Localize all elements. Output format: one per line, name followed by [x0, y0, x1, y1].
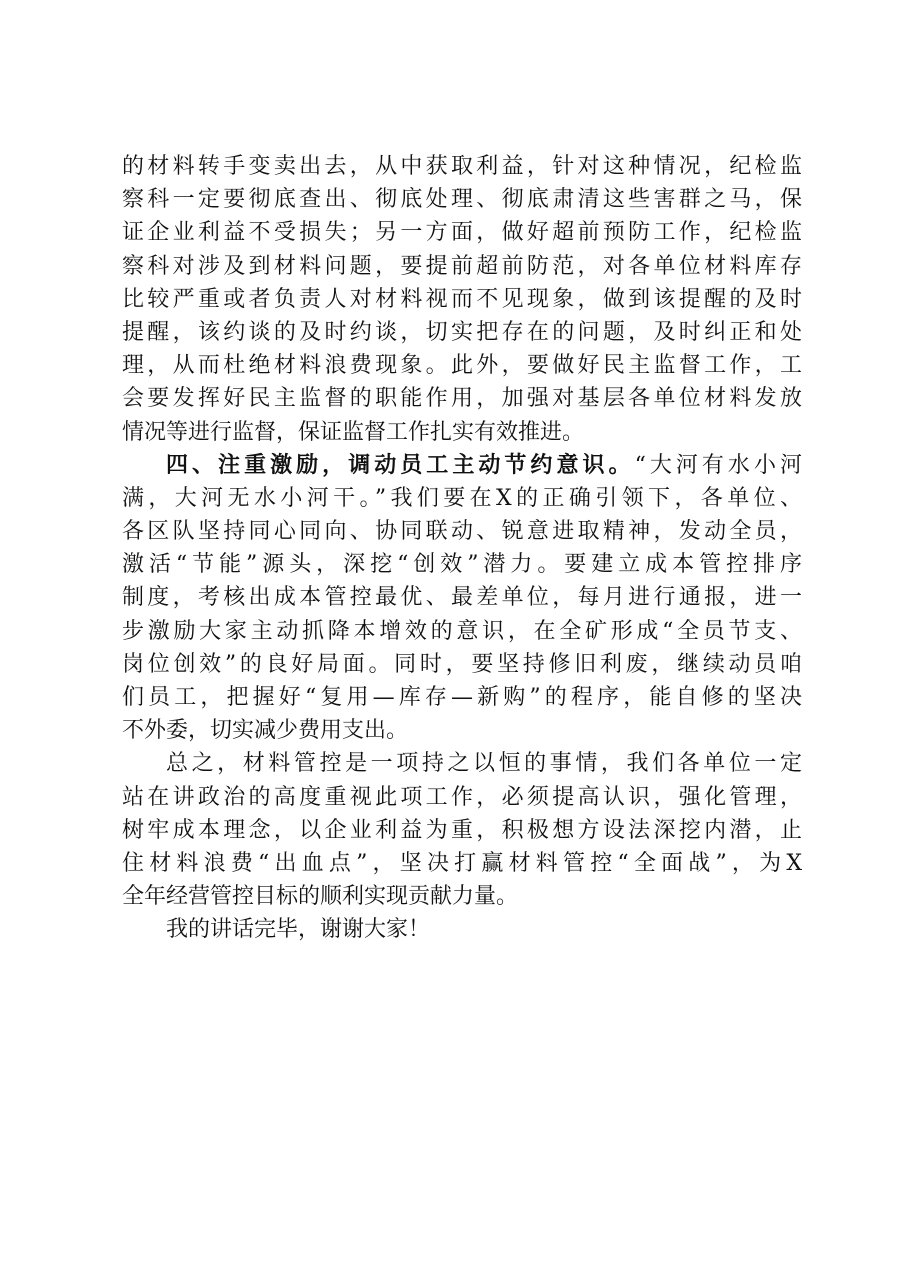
text-line: 的材料转手变卖出去，从中获取利益，针对这种情况，纪检监 — [122, 154, 802, 179]
text-line: 各区队坚持同心同向、协同联动、锐意进取精神，发动全员， — [122, 519, 802, 545]
text-line: 情况等进行监督，保证监督工作扎实有效推进。 — [122, 419, 585, 445]
text-line — [122, 449, 802, 482]
text-line: 们员工，把握好“复用—库存—新购”的程序，能自修的坚决 — [122, 685, 802, 710]
text-line: 激活“节能”源头，深挖“创效”潜力。要建立成本管控排序 — [122, 552, 802, 578]
document-body — [122, 150, 802, 947]
text-line: 不外委，切实减少费用支出。 — [122, 718, 409, 744]
text-line: 比较严重或者负责人对材料视而不见现象，做到该提醒的及时 — [122, 286, 802, 312]
text-line: 会要发挥好民主监督的职能作用，加强对基层各单位材料发放 — [122, 386, 802, 412]
text-line: 满，大河无水小河干。”我们要在X的正确引领下，各单位、 — [122, 485, 802, 511]
text-line: 树牢成本理念，以企业利益为重，积极想方设法深挖内潜，止 — [122, 817, 802, 843]
text-line: 理，从而杜绝材料浪费现象。此外，要做好民主监督工作，工 — [122, 353, 802, 379]
paragraph-conclusion — [122, 747, 802, 913]
text-line: 总之，材料管控是一项持之以恒的事情，我们各单位一定 — [166, 751, 802, 777]
text-line: 察科一定要彻底查出、彻底处理、彻底肃清这些害群之马，保 — [122, 187, 802, 213]
paragraph-closing — [122, 913, 802, 946]
text-run: “大河有水小河 — [634, 452, 802, 478]
text-line: 全年经营管控目标的顺利实现贡献力量。 — [122, 884, 519, 910]
text-line: 站在讲政治的高度重视此项工作，必须提高认识，强化管理， — [122, 784, 802, 810]
text-line: 提醒，该约谈的及时约谈，切实把存在的问题，及时纠正和处 — [122, 319, 802, 345]
section-heading: 四、注重激励，调动员工主动节约意识。 — [166, 451, 635, 478]
text-line: 察科对涉及到材料问题，要提前超前防范，对各单位材料库存 — [122, 253, 802, 279]
text-line: 步激励大家主动抓降本增效的意识，在全矿形成“全员节支、 — [122, 618, 802, 644]
text-line: 岗位创效”的良好局面。同时，要坚持修旧利废，继续动员咱 — [122, 651, 802, 677]
text-line: 证企业利益不受损失；另一方面，做好超前预防工作，纪检监 — [122, 220, 802, 246]
text-line: 制度，考核出成本管控最优、最差单位，每月进行通报，进一 — [122, 585, 802, 611]
text-line: 住材料浪费“出血点”，坚决打赢材料管控“全面战”，为X — [122, 850, 802, 876]
paragraph-incentive — [122, 449, 802, 748]
text-line: 我的讲话完毕，谢谢大家！ — [166, 917, 431, 943]
paragraph-supervision — [122, 150, 802, 449]
